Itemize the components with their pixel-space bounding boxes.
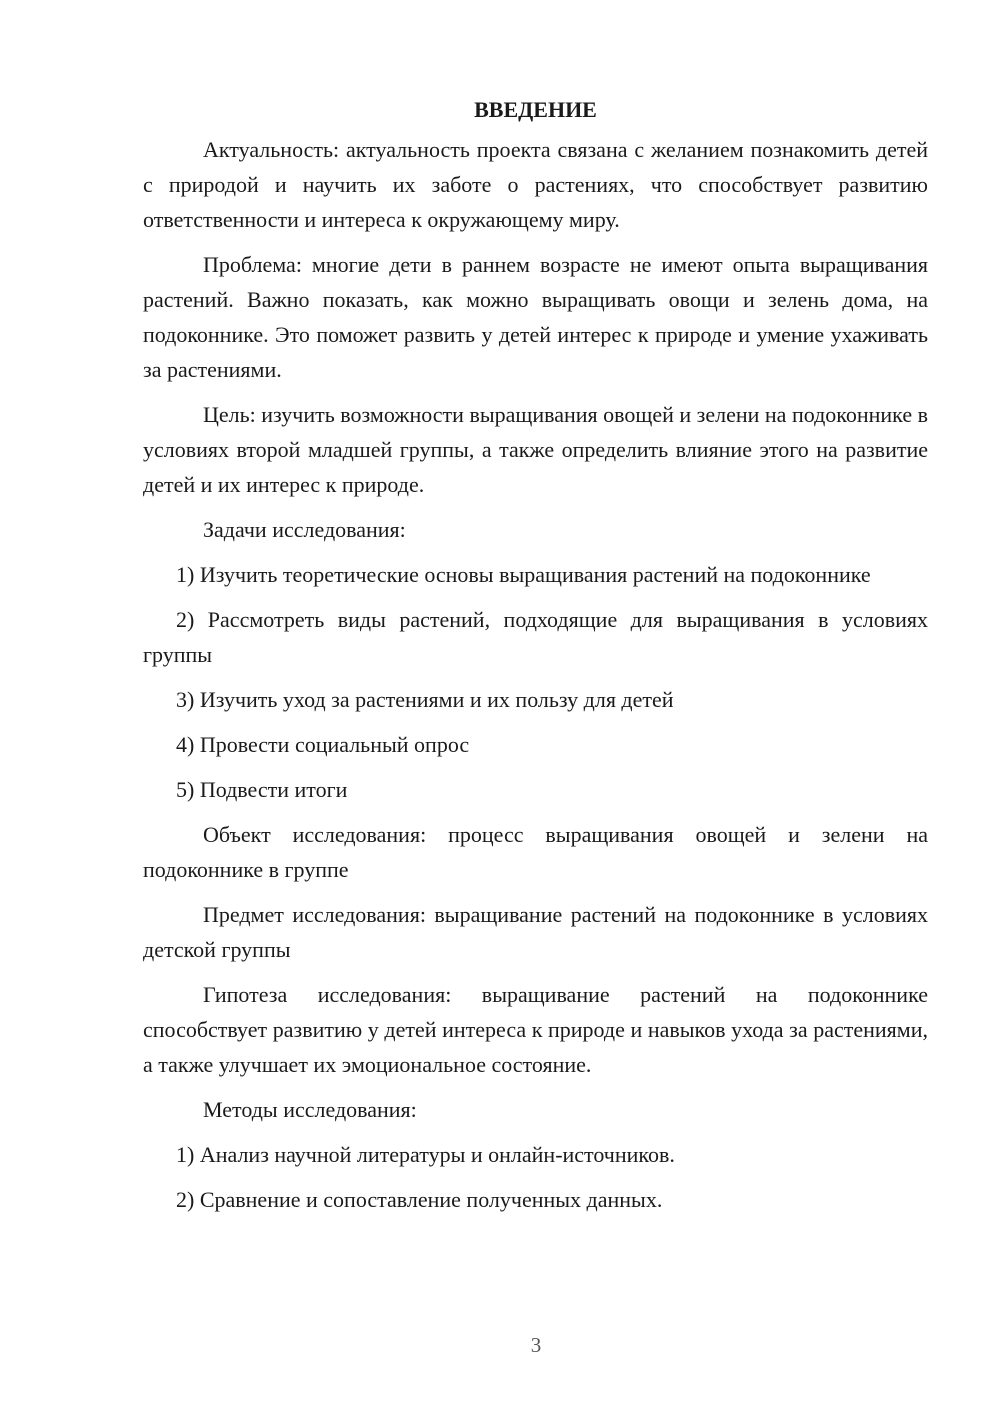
list-item-task-1: 1) Изучить теоретические основы выращивания растений на подоконнике: [176, 562, 871, 587]
paragraph-subject: Предмет исследования: выращивание растений на подоконнике в условиях детской группы: [143, 902, 928, 962]
section-title: ВВЕДЕНИЕ: [474, 97, 597, 122]
paragraph-goal: Цель: изучить возможности выращивания овощей и зелени на подоконнике в условиях второй младшей группы, а также определить влияние этого на развитие детей и их интерес к природе.: [143, 402, 928, 497]
paragraph-methods-heading: Методы исследования:: [203, 1097, 417, 1122]
list-item-task-5: 5) Подвести итоги: [176, 777, 348, 802]
document-page: [143, 88, 928, 1227]
list-item-task-4: 4) Провести социальный опрос: [176, 732, 470, 757]
paragraph-problem: Проблема: многие дети в раннем возрасте не имеют опыта выращивания растений. Важно показать, как можно выращивать овощи и зелень дома, на подоконнике. Это поможет развить у детей интерес к природе и умение ухаживать за растениями.: [143, 252, 928, 382]
list-item-method-2: 2) Сравнение и сопоставление полученных данных.: [176, 1187, 663, 1212]
paragraph-hypothesis: Гипотеза исследования: выращивание растений на подоконнике способствует развитию у детей интереса к природе и навыков ухода за растениями, а также улучшает их эмоциональное состояние.: [143, 982, 928, 1077]
page-number: 3: [530, 1333, 542, 1357]
list-item-task-3: 3) Изучить уход за растениями и их пользу для детей: [176, 687, 674, 712]
paragraph-tasks-heading: Задачи исследования:: [203, 517, 406, 542]
list-item-task-2: 2) Рассмотреть виды растений, подходящие для выращивания в условиях группы: [143, 607, 928, 667]
paragraph-object: Объект исследования: процесс выращивания овощей и зелени на подоконнике в группе: [143, 822, 928, 882]
paragraph-relevance: Актуальность: актуальность проекта связана с желанием познакомить детей с природой и научить их заботе о растениях, что способствует развитию ответственности и интереса к окружающему миру.: [143, 137, 928, 232]
list-item-method-1: 1) Анализ научной литературы и онлайн-источников.: [176, 1142, 675, 1167]
